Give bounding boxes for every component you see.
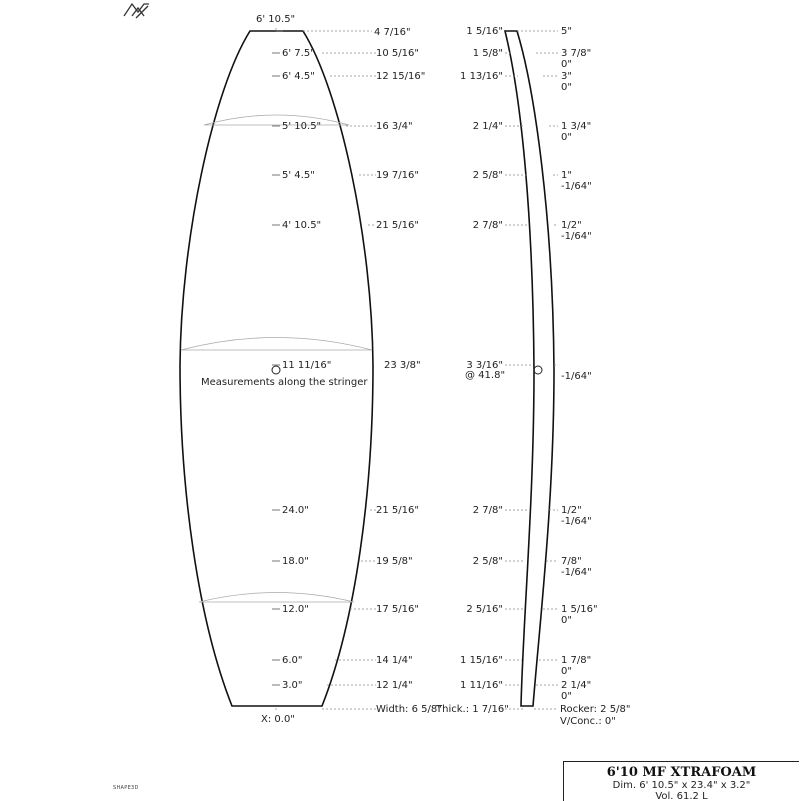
outline-station-row bbox=[272, 48, 419, 59]
profile-rocker: 1 7/8" bbox=[561, 655, 592, 666]
max-thickness-position: @ 41.8" bbox=[465, 370, 506, 381]
station-width: 14 1/4" bbox=[376, 655, 413, 666]
station-position: 24.0" bbox=[282, 505, 309, 516]
profile-thickness: 2 5/16" bbox=[466, 604, 503, 615]
profile-thickness: 1 5/16" bbox=[466, 26, 503, 37]
rocker-bottom: Rocker: 2 5/8" bbox=[560, 704, 631, 715]
station-position: 3.0" bbox=[282, 680, 303, 691]
outline-center-row bbox=[384, 360, 421, 371]
station-width: 12 1/4" bbox=[376, 680, 413, 691]
station-position: 11 11/16" bbox=[282, 360, 332, 371]
profile-concave: 0" bbox=[561, 132, 572, 143]
station-position: 4' 10.5" bbox=[282, 220, 322, 231]
outline-center-width: 23 3/8" bbox=[384, 360, 421, 371]
footer-brand: SHAPE3D bbox=[113, 785, 139, 791]
profile-concave: 0" bbox=[561, 59, 572, 70]
profile-thickness: 1 13/16" bbox=[460, 71, 503, 82]
profile-thickness: 2 5/8" bbox=[472, 556, 503, 567]
profile-station-row bbox=[473, 48, 591, 70]
station-width: 21 5/16" bbox=[376, 220, 419, 231]
profile-concave: 0" bbox=[561, 666, 572, 677]
station-position: 5' 10.5" bbox=[282, 121, 322, 132]
profile-rocker: 3 7/8" bbox=[561, 48, 592, 59]
profile-rocker: 1" bbox=[561, 170, 572, 181]
station-width: 17 5/16" bbox=[376, 604, 419, 615]
profile-thickness: 2 7/8" bbox=[472, 505, 503, 516]
profile-station-row bbox=[466, 26, 572, 37]
profile-rocker: 3" bbox=[561, 71, 572, 82]
profile-rocker: 5" bbox=[561, 26, 572, 37]
profile-concave: -1/64" bbox=[561, 516, 592, 527]
profile-rocker: 1 3/4" bbox=[561, 121, 592, 132]
outline-bottom-width: Width: 6 5/8" bbox=[376, 704, 442, 715]
station-width: 19 5/8" bbox=[376, 556, 413, 567]
board-dimensions: Dim. 6' 10.5" x 23.4" x 3.2" bbox=[612, 780, 751, 791]
profile-concave: -1/64" bbox=[561, 181, 592, 192]
title-block bbox=[563, 761, 799, 801]
profile-thickness: 2 1/4" bbox=[472, 121, 503, 132]
station-position: 12.0" bbox=[282, 604, 309, 615]
profile-concave: -1/64" bbox=[561, 231, 592, 242]
profile-thickness: 2 7/8" bbox=[472, 220, 503, 231]
board-name: 6'10 MF XTRAFOAM bbox=[606, 765, 757, 780]
outline-station-row bbox=[272, 121, 413, 132]
profile-rocker: 2 1/4" bbox=[561, 680, 592, 691]
station-position: 5' 4.5" bbox=[282, 170, 315, 181]
board-outline bbox=[180, 31, 373, 706]
station-width: 19 7/16" bbox=[376, 170, 419, 181]
board-profile bbox=[505, 31, 554, 706]
profile-concave: 0" bbox=[561, 82, 572, 93]
profile-concave: 0" bbox=[561, 691, 572, 702]
board-volume: Vol. 61.2 L bbox=[655, 791, 708, 801]
station-position: 6' 7.5" bbox=[282, 48, 315, 59]
station-width: 21 5/16" bbox=[376, 505, 419, 516]
profile-thickness: 3 3/16" bbox=[466, 360, 503, 371]
station-width: 10 5/16" bbox=[376, 48, 419, 59]
outline-bottom-row bbox=[261, 704, 442, 725]
profile-rocker: 1/2" bbox=[561, 220, 582, 231]
shape3d-logo-icon bbox=[124, 4, 149, 18]
station-position: 18.0" bbox=[282, 556, 309, 567]
profile-bottom-thickness: Thick.: 1 7/16" bbox=[436, 704, 509, 715]
vconc-bottom: V/Conc.: 0" bbox=[560, 716, 616, 727]
outline-nose-width: 4 7/16" bbox=[374, 27, 411, 38]
outline-station-row bbox=[272, 680, 413, 691]
profile-concave: -1/64" bbox=[561, 567, 592, 578]
outline-length-label: 6' 10.5" bbox=[256, 14, 296, 25]
x-origin-label: X: 0.0" bbox=[261, 714, 295, 725]
profile-rocker: 1 5/16" bbox=[561, 604, 598, 615]
profile-concave: 0" bbox=[561, 615, 572, 626]
profile-concave: -1/64" bbox=[561, 371, 592, 382]
station-width: 16 3/4" bbox=[376, 121, 413, 132]
outline-station-row bbox=[272, 71, 425, 82]
station-width: 12 15/16" bbox=[376, 71, 426, 82]
profile-thickness: 2 5/8" bbox=[472, 170, 503, 181]
profile-thickness: 1 5/8" bbox=[472, 48, 503, 59]
station-position: 6' 4.5" bbox=[282, 71, 315, 82]
profile-bottom-row bbox=[435, 704, 630, 727]
stringer-caption: Measurements along the stringer bbox=[201, 377, 368, 388]
profile-thickness: 1 11/16" bbox=[460, 680, 503, 691]
profile-rocker: 7/8" bbox=[561, 556, 582, 567]
profile-rocker: 1/2" bbox=[561, 505, 582, 516]
outline-station-row bbox=[272, 655, 413, 666]
profile-thickness: 1 15/16" bbox=[460, 655, 503, 666]
station-position: 6.0" bbox=[282, 655, 303, 666]
